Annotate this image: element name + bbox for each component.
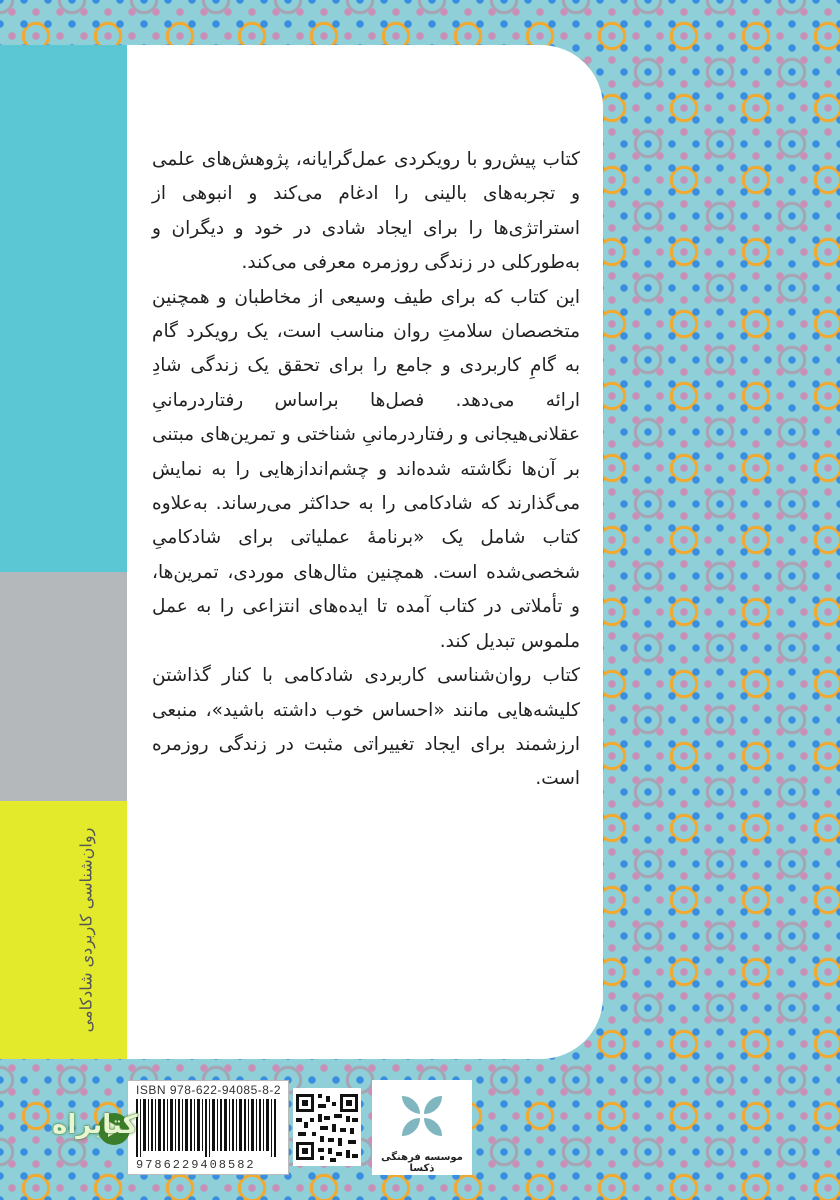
publisher-name: موسسه فرهنگی ذکسا: [381, 1152, 463, 1174]
spine-band-cyan: [0, 45, 127, 572]
spine-title: روان‌شناسی کاربردی شادکامی: [76, 827, 96, 1033]
paragraph-intro: کتاب پیش‌رو با رویکردی عمل‌گرایانه، پژوهش‌های علمی و تجربه‌های بالینی را ادغام می‌کند و انبوهی از استراتژی‌ها را برای ایجاد شادی در خود و دیگران و به‌طورکلی در زندگی روزمره معرفی می‌کند.: [152, 149, 580, 274]
barcode-number: 9786229408582: [136, 1158, 256, 1172]
four-leaf-logo-icon: [392, 1086, 452, 1146]
paragraph-approach: این کتاب که برای طیف وسیعی از مخاطبان و همچنین متخصصان سلامتِ روان مناسب است، یک رویکرد گام به گامِ کاربردی و جامع را برای تحقق یک زندگی شادِ ارائه می‌دهد. فصل‌ها براساس رفتاردرمانیِ عقلانی‌هیجانی و رفتاردرمانیِ شناختی و تمرین‌های مبتنی بر آن‌ها نگاشته شده‌اند و چشم‌اندازهایی را به نمایش می‌گذارند که شادکامی را به حداکثر می‌رساند. به‌علاوه کتاب شامل یک «برنامهٔ عملیاتی برای شادکامیِ شخصی‌شده است. همچنین مثال‌های موردی، تمرین‌ها، و تأملاتی در کتاب آمده تا ایده‌های انتزاعی را به عمل ملموس تبدیل کند.: [152, 286, 580, 652]
qr-code-icon: [293, 1088, 361, 1166]
paragraph-conclusion: کتاب روان‌شناسی کاربردی شادکامی با کنار گذاشتن کلیشه‌هایی مانند «احساس خوب داشته باشید»، منبعی ارزشمند برای ایجاد تغییراتی مثبت در زندگی روزمره است.: [152, 665, 580, 790]
isbn-barcode-box: [127, 1080, 289, 1175]
back-cover-text: [152, 143, 580, 797]
spine-band-gray: [0, 572, 127, 801]
spine-band-yellow: [0, 801, 127, 1059]
barcode-icon: [136, 1099, 280, 1157]
watermark-text: کتابراه: [52, 1110, 138, 1140]
isbn-text: ISBN 978-622-94085-8-2: [136, 1083, 282, 1097]
publisher-block: [372, 1080, 472, 1175]
